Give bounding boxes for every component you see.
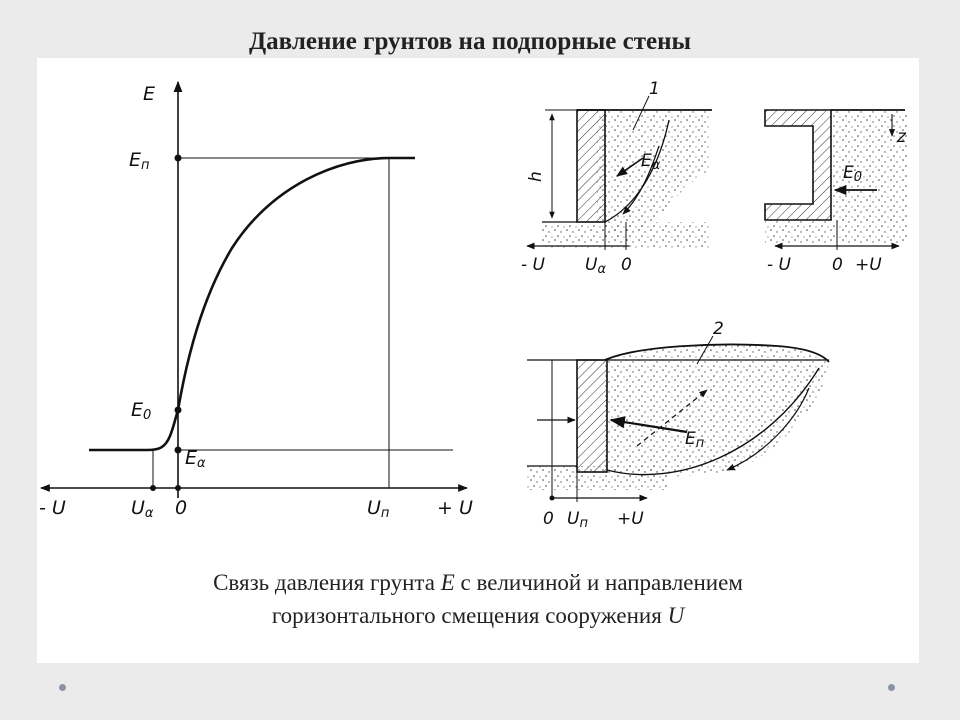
passive-pressure-sketch [527, 319, 829, 531]
passive-displacement-label: Uп [367, 497, 390, 521]
active-displacement-label: Uα [131, 497, 154, 521]
retaining-wall [577, 360, 607, 472]
rest-force-label: E0 [843, 163, 863, 185]
caption-line-2: горизонтального смещения сооружения U [271, 603, 685, 628]
rest-point [175, 407, 182, 414]
slide-title: Давление грунтов на подпорные стены [248, 28, 692, 55]
retaining-wall [765, 110, 831, 220]
origin-point [175, 485, 181, 491]
pressure-displacement-graph [39, 82, 473, 521]
origin-label: 0 [621, 255, 632, 275]
passive-point [175, 155, 182, 162]
rest-pressure-label: E0 [131, 399, 152, 423]
soil-fill [597, 110, 709, 238]
figure-panel [37, 58, 919, 663]
x-positive-label: + U [437, 497, 473, 519]
origin-label: 0 [175, 497, 188, 519]
passive-pressure-label: Eп [129, 149, 150, 173]
axis-neg-label: - U [767, 255, 791, 275]
depth-label: z [897, 127, 906, 147]
ground-base [765, 218, 907, 244]
rest-pressure-sketch [765, 110, 907, 275]
retaining-wall [577, 110, 605, 222]
slide-corner-dot-right [888, 684, 895, 691]
curve-number-1: 1 [649, 79, 660, 99]
passive-force-label: Eп [685, 429, 705, 451]
active-pressure-label: Eα [185, 447, 206, 471]
caption-line-1: Связь давления грунта E с величиной и направлением [213, 570, 743, 595]
active-pressure-sketch [521, 79, 712, 277]
axis-neg-label: - U [521, 255, 545, 275]
axis-pos-label: +U [855, 255, 882, 275]
origin-label: 0 [832, 255, 843, 275]
u-active-label: Uα [585, 255, 607, 277]
soil-pressure-figure [37, 58, 919, 563]
curve-number-2: 2 [713, 319, 724, 339]
x-negative-label: - U [39, 497, 66, 519]
active-displacement-point [150, 485, 156, 491]
height-label: h [526, 171, 546, 182]
slide-corner-dot-left [59, 684, 66, 691]
soil-fill [605, 345, 829, 477]
figure-caption [37, 566, 919, 632]
active-force-label: Eα [641, 151, 661, 173]
y-axis-label: E [143, 83, 156, 105]
axis-pos-label: +U [617, 509, 644, 529]
active-point [175, 447, 182, 454]
origin-label: 0 [543, 509, 554, 529]
u-passive-label: Uп [567, 509, 588, 531]
origin-point [550, 496, 555, 501]
